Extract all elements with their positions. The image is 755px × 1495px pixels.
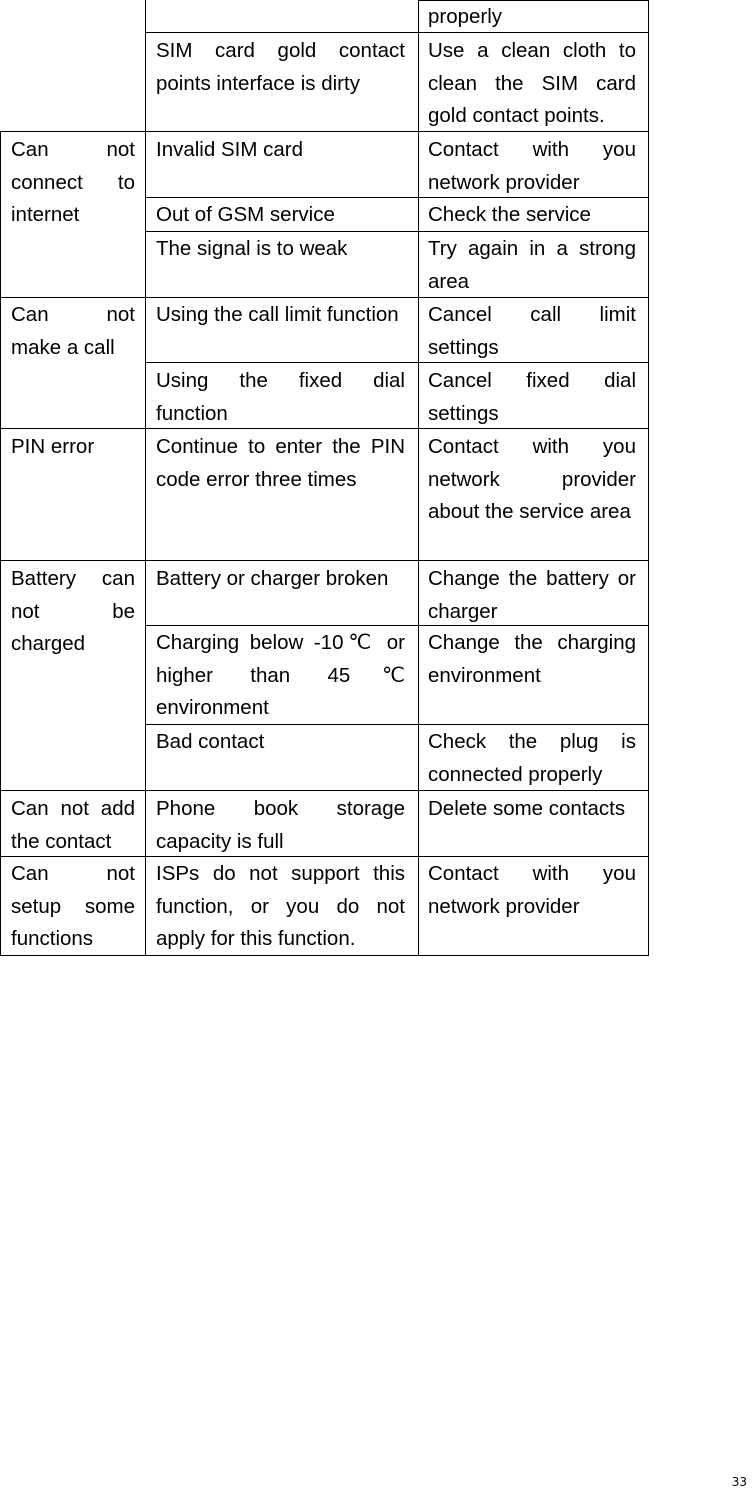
problem-cell: Can not make a call [11,303,135,359]
cause-cell: Battery or charger broken [156,567,389,590]
solution-cell: Check the plug is connected properly [428,730,636,786]
cause-cell: Out of GSM service [156,203,335,226]
problem-cell: Can not setup some functions [11,862,135,950]
solution-cell: Cancel fixed dial settings [428,369,636,425]
cause-cell: Phone book storage capacity is full [156,797,405,853]
solution-cell: Contact with you network provider [428,862,636,918]
cause-cell: Continue to enter the PIN code error three times [156,435,405,491]
table-border [418,0,419,956]
solution-cell: Change the battery or charger [428,567,636,623]
solution-cell: Cancel call limit settings [428,303,636,359]
page-number: 33 [731,1475,747,1489]
cause-cell: Using the fixed dial function [156,369,405,425]
table-border [145,0,146,956]
problem-cell: PIN error [11,435,95,458]
solution-cell: Check the service [428,203,591,226]
solution-cell: Contact with you network provider [428,138,636,194]
cause-cell: Bad contact [156,730,265,753]
problem-cell: Battery can not be charged [11,567,135,655]
solution-cell: Delete some contacts [428,797,626,820]
problem-cell: Can not add the contact [11,797,135,853]
cause-cell: The signal is to weak [156,237,348,260]
solution-cell: Change the charging environment [428,631,636,687]
cause-cell: ISPs do not support this function, or you do not apply for this function. [156,862,405,950]
solution-cell: properly [428,5,503,28]
table-border [0,560,649,561]
cause-cell: Invalid SIM card [156,138,303,161]
cause-cell: Charging below -10℃ or higher than 45℃ environment [156,631,405,719]
solution-cell: Try again in a strong area [428,237,636,293]
cause-cell: SIM card gold contact points interface is dirty [156,39,405,95]
cause-cell: Using the call limit function [156,303,399,326]
problem-cell: Can not connect to internet [11,138,135,226]
table-border [648,0,649,956]
solution-cell: Contact with you network provider about the service area [428,435,636,523]
table-border [0,131,1,956]
solution-cell: Use a clean cloth to clean the SIM card gold contact points. [428,39,636,127]
